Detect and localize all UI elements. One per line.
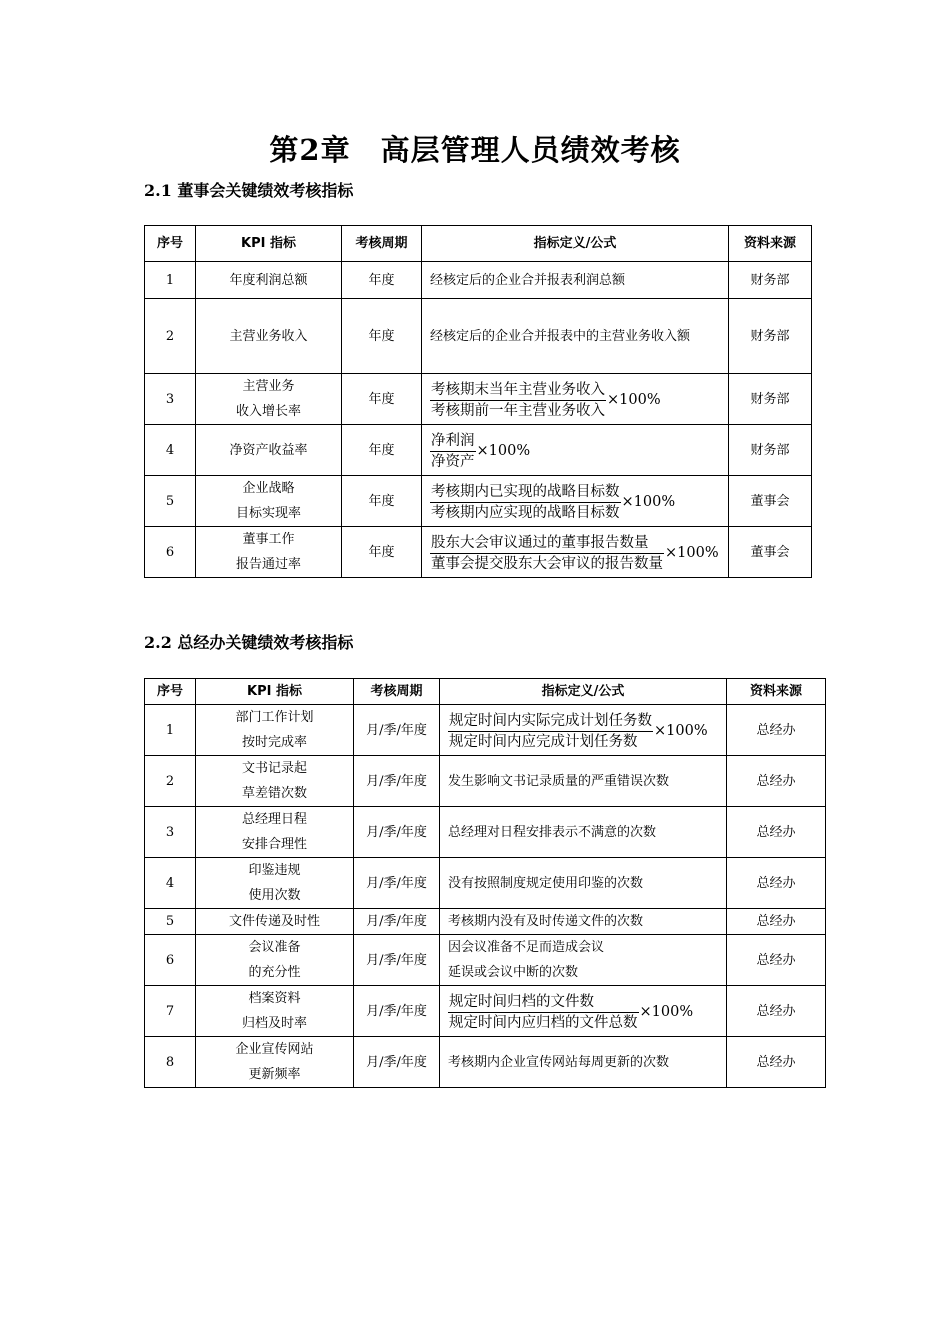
row-number: 3	[145, 374, 196, 425]
indicator-definition	[440, 935, 727, 986]
assessment-period: 月/季/年度	[354, 935, 440, 986]
data-source: 财务部	[729, 262, 812, 299]
formula-multiplier: ×100%	[665, 544, 719, 561]
formula	[448, 711, 708, 752]
formula-denominator: 规定时间内应归档的文件总数	[449, 1014, 638, 1031]
data-source: 总经办	[727, 858, 826, 909]
formula-denominator: 净资产	[431, 453, 475, 470]
row-number: 5	[145, 476, 196, 527]
kpi-name-line: 更新频率	[248, 1067, 301, 1082]
fraction	[448, 992, 639, 1033]
row-number: 2	[145, 756, 196, 807]
kpi-name-line: 主营业务收入	[229, 328, 308, 344]
table-row	[145, 807, 826, 858]
indicator-definition: 考核期内企业宣传网站每周更新的次数	[440, 1037, 727, 1088]
fraction	[430, 380, 606, 421]
data-source: 总经办	[727, 705, 826, 756]
table-row	[145, 705, 826, 756]
data-source: 财务部	[729, 374, 812, 425]
assessment-period: 年度	[342, 527, 422, 578]
kpi-name-line: 总经理日程	[241, 812, 307, 827]
formula-multiplier: ×100%	[639, 1003, 694, 1020]
table-row	[145, 858, 826, 909]
header-source: 资料来源	[729, 226, 812, 262]
assessment-period: 月/季/年度	[354, 858, 440, 909]
fraction	[430, 533, 664, 574]
formula-denominator: 董事会提交股东大会审议的报告数量	[431, 555, 663, 572]
formula	[430, 380, 661, 421]
data-source: 总经办	[727, 935, 826, 986]
indicator-definition: 经核定后的企业合并报表中的主营业务收入额	[422, 299, 729, 374]
header-definition: 指标定义/公式	[422, 226, 729, 262]
data-source: 董事会	[729, 476, 812, 527]
data-source: 总经办	[727, 1037, 826, 1088]
indicator-definition: 没有按照制度规定使用印鉴的次数	[440, 858, 727, 909]
gm-office-kpi-table	[144, 678, 826, 1088]
kpi-name-line: 报告通过率	[235, 557, 301, 572]
header-period: 考核周期	[342, 226, 422, 262]
kpi-name	[196, 935, 354, 986]
row-number: 4	[145, 425, 196, 476]
assessment-period: 年度	[342, 476, 422, 527]
kpi-name-line: 董事工作	[242, 532, 295, 547]
indicator-definition: 经核定后的企业合并报表利润总额	[422, 262, 729, 299]
data-source: 总经办	[727, 756, 826, 807]
header-period: 考核周期	[354, 679, 440, 705]
formula-multiplier: ×100%	[607, 391, 661, 408]
table-row	[145, 935, 826, 986]
table-row	[145, 374, 812, 425]
formula-denominator: 考核期内应实现的战略目标数	[431, 504, 620, 521]
kpi-name-line: 文书记录起	[241, 761, 307, 776]
data-source: 财务部	[729, 299, 812, 374]
data-source: 总经办	[727, 909, 826, 935]
section-title-2-2: 2.2 总经办关键绩效考核指标	[144, 633, 354, 652]
row-number: 5	[145, 909, 196, 935]
assessment-period: 月/季/年度	[354, 909, 440, 935]
indicator-definition	[422, 476, 729, 527]
formula-numerator: 考核期内已实现的战略目标数	[430, 482, 621, 503]
data-source: 总经办	[727, 986, 826, 1037]
formula-numerator: 规定时间归档的文件数	[448, 992, 639, 1013]
kpi-name	[196, 756, 354, 807]
indicator-definition	[422, 425, 729, 476]
row-number: 1	[145, 262, 196, 299]
header-kpi: KPI 指标	[196, 226, 342, 262]
kpi-name-line: 企业宣传网站	[235, 1042, 314, 1057]
assessment-period: 月/季/年度	[354, 986, 440, 1037]
kpi-name-line: 使用次数	[248, 888, 301, 903]
kpi-name	[196, 374, 342, 425]
formula	[430, 533, 719, 574]
assessment-period: 月/季/年度	[354, 1037, 440, 1088]
assessment-period: 月/季/年度	[354, 807, 440, 858]
header-source: 资料来源	[727, 679, 826, 705]
formula-multiplier: ×100%	[476, 442, 531, 459]
assessment-period: 月/季/年度	[354, 705, 440, 756]
kpi-name	[196, 909, 354, 935]
row-number: 6	[145, 935, 196, 986]
formula	[430, 482, 675, 523]
row-number: 3	[145, 807, 196, 858]
formula-numerator: 规定时间内实际完成计划任务数	[448, 711, 653, 732]
indicator-definition: 发生影响文书记录质量的严重错误次数	[440, 756, 727, 807]
table-row	[145, 527, 812, 578]
kpi-name-line: 净资产收益率	[229, 442, 308, 458]
header-no: 序号	[145, 679, 196, 705]
kpi-name-line: 草差错次数	[241, 786, 307, 801]
kpi-name-line: 印鉴违规	[248, 863, 301, 878]
section-title-2-1: 2.1 董事会关键绩效考核指标	[144, 181, 354, 200]
kpi-name-line: 主营业务	[242, 379, 295, 394]
assessment-period: 年度	[342, 425, 422, 476]
definition-line: 因会议准备不足而造成会议	[448, 940, 605, 955]
data-source: 董事会	[729, 527, 812, 578]
indicator-definition	[440, 986, 727, 1037]
row-number: 2	[145, 299, 196, 374]
kpi-name	[196, 705, 354, 756]
kpi-name-line: 文件传递及时性	[228, 914, 320, 929]
indicator-definition	[422, 527, 729, 578]
kpi-name-line: 归档及时率	[241, 1016, 307, 1031]
definition-line: 延误或会议中断的次数	[448, 965, 579, 980]
indicator-definition	[440, 705, 727, 756]
row-number: 7	[145, 986, 196, 1037]
formula	[430, 431, 530, 472]
table-header-row	[145, 679, 826, 705]
table-row	[145, 262, 812, 299]
table-row	[145, 909, 826, 935]
header-kpi: KPI 指标	[196, 679, 354, 705]
kpi-name	[196, 425, 342, 476]
header-definition: 指标定义/公式	[440, 679, 727, 705]
kpi-name-line: 安排合理性	[241, 837, 307, 852]
kpi-name	[196, 299, 342, 374]
kpi-name	[196, 1037, 354, 1088]
assessment-period: 年度	[342, 262, 422, 299]
row-number: 4	[145, 858, 196, 909]
table-row	[145, 756, 826, 807]
header-no: 序号	[145, 226, 196, 262]
indicator-definition: 考核期内没有及时传递文件的次数	[440, 909, 727, 935]
row-number: 1	[145, 705, 196, 756]
assessment-period: 月/季/年度	[354, 756, 440, 807]
kpi-name-line: 按时完成率	[241, 735, 307, 750]
formula	[448, 992, 693, 1033]
kpi-name	[196, 527, 342, 578]
kpi-name	[196, 476, 342, 527]
formula-numerator: 股东大会审议通过的董事报告数量	[430, 533, 664, 554]
table-row	[145, 299, 812, 374]
board-kpi-table	[144, 225, 812, 578]
assessment-period: 年度	[342, 374, 422, 425]
formula-numerator: 考核期末当年主营业务收入	[430, 380, 606, 401]
fraction	[448, 711, 653, 752]
indicator-definition	[422, 374, 729, 425]
indicator-definition: 总经理对日程安排表示不满意的次数	[440, 807, 727, 858]
kpi-name-line: 的充分性	[248, 965, 301, 980]
kpi-name-line: 年度利润总额	[229, 272, 308, 288]
data-source: 财务部	[729, 425, 812, 476]
row-number: 6	[145, 527, 196, 578]
formula-numerator: 净利润	[430, 431, 476, 452]
assessment-period: 年度	[342, 299, 422, 374]
kpi-name	[196, 262, 342, 299]
table-row	[145, 986, 826, 1037]
kpi-name	[196, 986, 354, 1037]
fraction	[430, 431, 476, 472]
kpi-name-line: 目标实现率	[235, 506, 301, 521]
kpi-name-line: 企业战略	[242, 481, 295, 496]
table-row	[145, 476, 812, 527]
kpi-name	[196, 807, 354, 858]
table-row	[145, 1037, 826, 1088]
formula-denominator: 考核期前一年主营业务收入	[431, 402, 605, 419]
kpi-name-line: 收入增长率	[235, 404, 301, 419]
formula-multiplier: ×100%	[654, 722, 708, 739]
table-row	[145, 425, 812, 476]
row-number: 8	[145, 1037, 196, 1088]
formula-multiplier: ×100%	[621, 493, 676, 510]
table-header-row	[145, 226, 812, 262]
data-source: 总经办	[727, 807, 826, 858]
kpi-name	[196, 858, 354, 909]
kpi-name-line: 会议准备	[248, 940, 301, 955]
kpi-name-line: 部门工作计划	[235, 710, 314, 725]
chapter-title: 第2章 高层管理人员绩效考核	[269, 133, 681, 167]
fraction	[430, 482, 621, 523]
formula-denominator: 规定时间内应完成计划任务数	[449, 733, 638, 750]
kpi-name-line: 档案资料	[248, 991, 301, 1006]
